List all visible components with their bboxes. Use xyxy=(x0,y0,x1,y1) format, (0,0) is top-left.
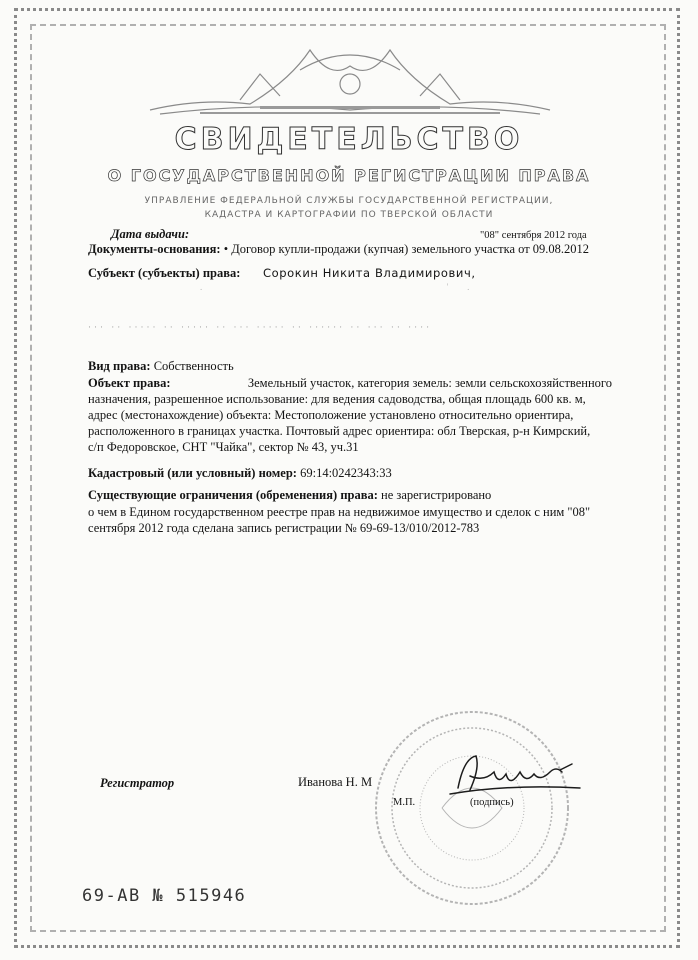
basis-documents-value: • Договор купли-продажи (купчая) земельного участка от 09.08.2012 xyxy=(223,242,590,256)
registry-record-line-1: о чем в Едином государственном реестре прав на недвижимое имущество и сделок с ним "08" xyxy=(88,505,591,519)
stamp-place-mark: М.П. xyxy=(393,797,416,808)
certificate-subtitle: О ГОСУДАРСТВЕННОЙ РЕГИСТРАЦИИ ПРАВА xyxy=(107,166,591,185)
right-type-label: Вид права: xyxy=(88,359,151,373)
cadastral-number-label: Кадастровый (или условный) номер: xyxy=(88,466,297,480)
issue-date-label: Дата выдачи: xyxy=(111,227,190,241)
object-line-2: назначения, разрешенное использование: для ведения садоводства, общая площадь 600 кв. м, xyxy=(88,392,586,406)
object-line-5: с/п Федоровское, СНТ "Чайка", сектор № 43, уч.31 xyxy=(88,440,359,454)
right-type-row xyxy=(88,359,234,374)
restrictions-row xyxy=(88,488,491,503)
subject-label: Субъект (субъекты) права: xyxy=(88,266,241,280)
cadastral-number-row xyxy=(88,466,392,481)
signature-caption: (подпись) xyxy=(470,797,514,808)
basis-documents-label: Документы-основания: xyxy=(88,242,221,256)
authority-line-1: УПРАВЛЕНИЕ ФЕДЕРАЛЬНОЙ СЛУЖБЫ ГОСУДАРСТВЕННОЙ РЕГИСТРАЦИИ, xyxy=(144,196,554,206)
subject-value: Сорокин Никита Владимирович, xyxy=(263,266,476,280)
faded-dotted-line: ··· ·· ····· ·· ····· ·· ··· ····· ·· ······ ·· ··· ·· ···· xyxy=(88,322,433,332)
registrar-label: Регистратор xyxy=(100,776,175,790)
issue-date-value: "08" сентября 2012 года xyxy=(480,230,587,241)
object-line-1: Земельный участок, категория земель: земли сельскохозяйственного xyxy=(247,376,612,390)
object-block xyxy=(88,375,612,455)
faded-text-line: . ' . xyxy=(200,282,473,292)
registry-record-line-2: сентября 2012 года сделана запись регистрации № 69-69-13/010/2012-783 xyxy=(88,521,480,535)
object-label: Объект права: xyxy=(88,376,171,390)
cadastral-number-value: 69:14:0242343:33 xyxy=(300,466,392,480)
object-first-line xyxy=(88,375,612,391)
official-seal-stamp xyxy=(372,708,572,908)
certificate-title: СВИДЕТЕЛЬСТВО xyxy=(174,122,524,157)
basis-documents-row xyxy=(88,242,589,257)
handwritten-signature xyxy=(440,748,590,800)
restrictions-label: Существующие ограничения (обременения) права: xyxy=(88,488,378,502)
form-serial-number: 69-АВ № 515946 xyxy=(82,886,247,906)
object-line-4: расположенного в границах участка. Почтовый адрес ориентира: обл Тверская, р-н Кимрский, xyxy=(88,424,591,438)
object-line-3: адрес (местонахождение) объекта: Местоположение установлено относительно ориентира, xyxy=(88,408,574,422)
right-type-value: Собственность xyxy=(153,359,234,373)
coat-of-arms-emblem xyxy=(140,40,560,120)
restrictions-value: не зарегистрировано xyxy=(381,488,492,502)
authority-line-2: КАДАСТРА И КАРТОГРАФИИ ПО ТВЕРСКОЙ ОБЛАСТИ xyxy=(204,210,494,220)
registrar-name: Иванова Н. М xyxy=(298,775,373,789)
